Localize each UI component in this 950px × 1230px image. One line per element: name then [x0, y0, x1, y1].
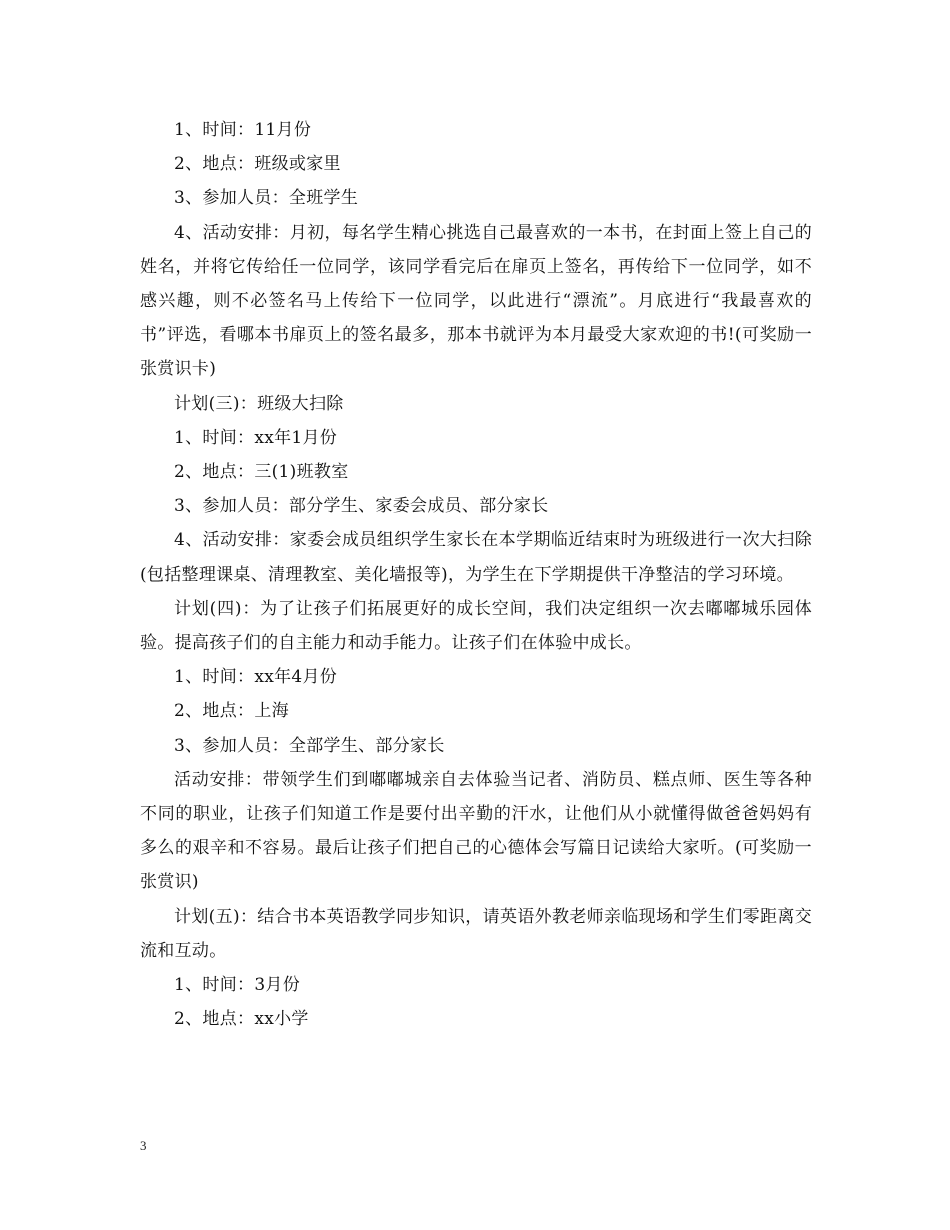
paragraph-career-experience-arrangement: 活动安排：带领学生们到嘟嘟城亲自去体验当记者、消防员、糕点师、医生等各种不同的职业，让孩子们知道工作是要付出辛勤的汗水，让他们从小就懂得做爸爸妈妈有多么的艰辛和不容易。最后让孩子们把自己的心德体会写篇日记读给大家听。(可奖励一张赏识) — [140, 769, 812, 893]
paragraph-location-class-home: 2、地点：班级或家里 — [174, 154, 341, 175]
paragraph-plan-four-heading: 计划(四)：为了让孩子们拓展更好的成长空间，我们决定组织一次去嘟嘟城乐园体验。提高孩子们的自主能力和动手能力。让孩子们在体验中成长。 — [140, 598, 812, 654]
paragraph-location-classroom: 2、地点：三(1)班教室 — [174, 462, 349, 483]
paragraph-location-shanghai: 2、地点：上海 — [174, 701, 289, 722]
paragraph-book-drift-arrangement: 4、活动安排：月初，每名学生精心挑选自己最喜欢的一本书，在封面上签上自己的姓名，并将它传给任一位同学，该同学看完后在扉页上签名，再传给下一位同学，如不感兴趣，则不必签名马上传给下一位同学，以此进行“漂流”。月底进行“我最喜欢的书”评选，看哪本书扉页上的签名最多，那本书就评为本月最受大家欢迎的书!(可奖励一张赏识卡) — [140, 222, 812, 380]
document-body — [140, 113, 812, 1036]
paragraph-participants-all: 3、参加人员：全班学生 — [174, 188, 359, 209]
page-number: 3 — [140, 1138, 147, 1153]
paragraph-cleaning-arrangement: 4、活动安排：家委会成员组织学生家长在本学期临近结束时为班级进行一次大扫除(包括整理课桌、清理教室、美化墙报等)，为学生在下学期提供干净整洁的学习环境。 — [140, 530, 812, 585]
paragraph-participants-committee: 3、参加人员：部分学生、家委会成员、部分家长 — [174, 496, 549, 517]
paragraph-participants-students-parents: 3、参加人员：全部学生、部分家长 — [174, 735, 445, 756]
paragraph-location-school: 2、地点：xx小学 — [174, 1009, 309, 1030]
paragraph-time-apr: 1、时间：xx年4月份 — [174, 667, 338, 688]
paragraph-plan-five-heading: 计划(五)：结合书本英语教学同步知识，请英语外教老师亲临现场和学生们零距离交流和互动。 — [140, 906, 812, 961]
paragraph-plan-three-heading: 计划(三)：班级大扫除 — [174, 393, 344, 414]
paragraph-time-nov: 1、时间：11月份 — [174, 120, 312, 140]
paragraph-time-jan: 1、时间：xx年1月份 — [174, 427, 338, 448]
paragraph-time-mar: 1、时间：3月份 — [174, 975, 301, 996]
